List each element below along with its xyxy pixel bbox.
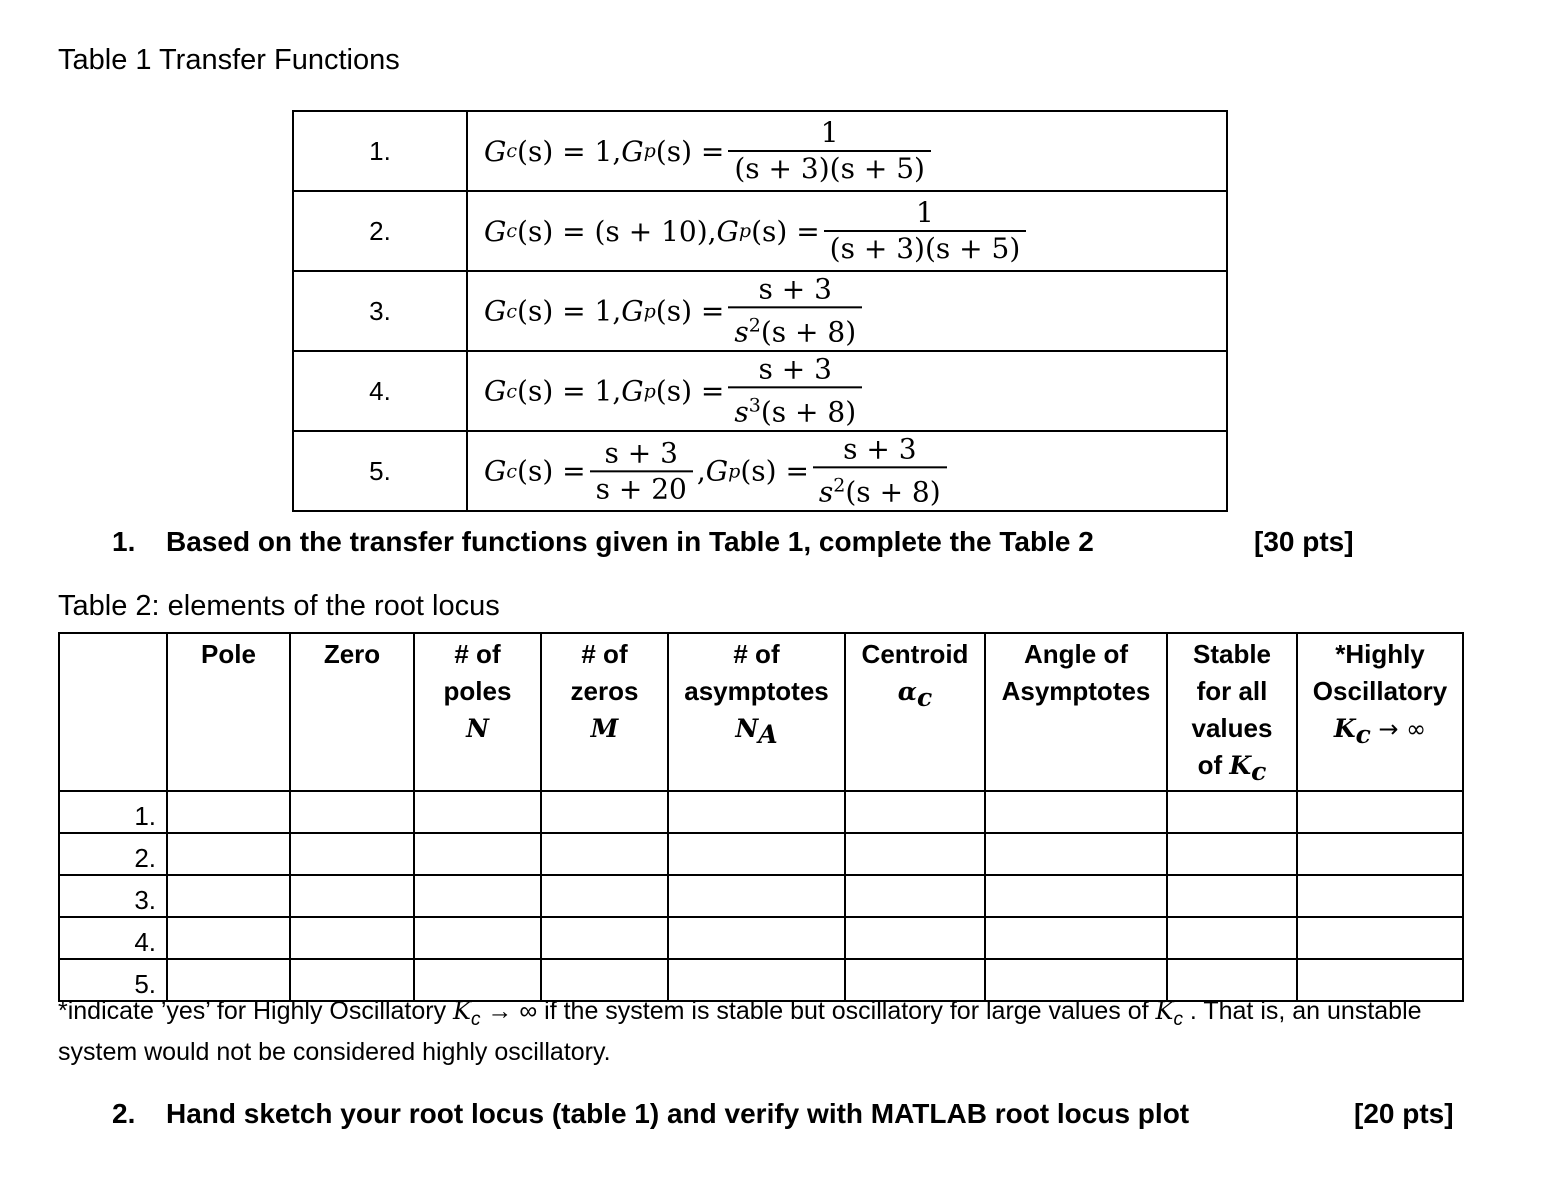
table2-title: Table 2: elements of the root locus [58, 590, 500, 622]
question-2-text: Hand sketch your root locus (table 1) and verify with MATLAB root locus plot [166, 1098, 1190, 1129]
cell-centroid[interactable] [845, 791, 985, 833]
header-num-asymptotes: # of asymptotes $N_A$ [668, 633, 845, 791]
row-number: 4. [59, 917, 167, 959]
cell-num-asymptotes[interactable] [668, 917, 845, 959]
header-blank [59, 633, 167, 791]
cell-oscillatory[interactable] [1297, 791, 1463, 833]
equation: G c (s) = (s + 10), G p (s) = $\frac{1}{(s + 3)(s + 5)}$ [484, 196, 1030, 266]
row-number: 5. [59, 959, 167, 1001]
cell-pole[interactable] [167, 833, 290, 875]
row-number: 3. [59, 875, 167, 917]
cell-angle[interactable] [985, 791, 1167, 833]
row-number: 2. [59, 833, 167, 875]
fraction: $\frac{s + 3}{s^2(s + 8)}$ [813, 432, 947, 509]
table-row [293, 271, 1227, 351]
cell-angle[interactable] [985, 833, 1167, 875]
table-row [293, 191, 1227, 271]
row-number: 1. [59, 791, 167, 833]
table-row [59, 875, 1463, 917]
cell-centroid[interactable] [845, 875, 985, 917]
cell-num-zeros[interactable] [541, 875, 668, 917]
cell-stable[interactable] [1167, 875, 1297, 917]
row-number: 3. [293, 271, 467, 351]
footnote: *indicate ’yes’ for Highly Oscillatory $K_c$ → ∞ if the system is stable but oscillatory for large values of $K_c$ . That is, an unstable system would not be considered highly oscillatory. [58, 997, 1422, 1066]
question-1-points: [30 pts] [1254, 526, 1354, 557]
table-row [59, 917, 1463, 959]
cell-pole[interactable] [167, 917, 290, 959]
transfer-function-cell [467, 191, 1227, 271]
table1-title: Table 1 Transfer Functions [58, 44, 400, 76]
header-stable: Stable for all values of $K_c$ [1167, 633, 1297, 791]
table-row [59, 791, 1463, 833]
cell-oscillatory[interactable] [1297, 917, 1463, 959]
table-row [59, 833, 1463, 875]
fraction: $\frac{s + 3}{s^2(s + 8)}$ [728, 272, 862, 349]
cell-angle[interactable] [985, 875, 1167, 917]
row-number: 1. [293, 111, 467, 191]
cell-num-zeros[interactable] [541, 833, 668, 875]
question-1-number: 1. [112, 526, 136, 557]
cell-zero[interactable] [290, 791, 414, 833]
transfer-function-cell [467, 271, 1227, 351]
equation: G c (s) = 1, G p (s) = $\frac{s + 3}{s^3(s + 8)}$ [484, 352, 866, 429]
question-2-number: 2. [112, 1098, 136, 1129]
header-highly-oscillatory: *Highly Oscillatory $K_c$ → ∞ [1297, 633, 1463, 791]
cell-num-asymptotes[interactable] [668, 791, 845, 833]
row-number: 4. [293, 351, 467, 431]
transfer-function-cell [467, 111, 1227, 191]
fraction: $\frac{1}{(s + 3)(s + 5)}$ [728, 116, 931, 186]
cell-num-poles[interactable] [414, 833, 541, 875]
row-number: 5. [293, 431, 467, 511]
cell-num-poles[interactable] [414, 791, 541, 833]
table-row [293, 431, 1227, 511]
header-pole: Pole [167, 633, 290, 791]
cell-oscillatory[interactable] [1297, 875, 1463, 917]
cell-num-zeros[interactable] [541, 917, 668, 959]
row-number: 2. [293, 191, 467, 271]
cell-num-asymptotes[interactable] [668, 875, 845, 917]
cell-zero[interactable] [290, 833, 414, 875]
cell-stable[interactable] [1167, 833, 1297, 875]
equation: G c (s) = 1, G p (s) = $\frac{1}{(s + 3)(s + 5)}$ [484, 116, 935, 186]
cell-pole[interactable] [167, 791, 290, 833]
equation: G c (s) = $\frac{s + 3}{s + 20}$ , G p (s) = $\frac{s + 3}{s^2(s + 8)}$ [484, 432, 951, 509]
transfer-function-cell [467, 431, 1227, 511]
fraction: $\frac{s + 3}{s + 20}$ [590, 436, 693, 506]
cell-pole[interactable] [167, 875, 290, 917]
fraction: $\frac{1}{(s + 3)(s + 5)}$ [824, 196, 1027, 266]
cell-centroid[interactable] [845, 833, 985, 875]
table-row [293, 351, 1227, 431]
cell-num-poles[interactable] [414, 875, 541, 917]
cell-zero[interactable] [290, 875, 414, 917]
cell-num-zeros[interactable] [541, 791, 668, 833]
table-row [293, 111, 1227, 191]
header-angle-of-asymptotes: Angle of Asymptotes [985, 633, 1167, 791]
transfer-function-cell [467, 351, 1227, 431]
header-num-zeros: # of zeros M [541, 633, 668, 791]
transfer-functions-table [292, 110, 1228, 512]
cell-stable[interactable] [1167, 917, 1297, 959]
cell-oscillatory[interactable] [1297, 833, 1463, 875]
cell-zero[interactable] [290, 917, 414, 959]
question-2-points: [20 pts] [1354, 1098, 1454, 1129]
table-header-row [59, 633, 1463, 791]
header-centroid: Centroid $\alpha_c$ [845, 633, 985, 791]
header-zero: Zero [290, 633, 414, 791]
fraction: $\frac{s + 3}{s^3(s + 8)}$ [728, 352, 862, 429]
cell-stable[interactable] [1167, 791, 1297, 833]
cell-num-poles[interactable] [414, 917, 541, 959]
cell-num-asymptotes[interactable] [668, 833, 845, 875]
header-num-poles: # of poles N [414, 633, 541, 791]
cell-angle[interactable] [985, 917, 1167, 959]
root-locus-table [58, 632, 1464, 1002]
question-1-text: Based on the transfer functions given in Table 1, complete the Table 2 [166, 526, 1094, 557]
equation: G c (s) = 1, G p (s) = $\frac{s + 3}{s^2(s + 8)}$ [484, 272, 866, 349]
cell-centroid[interactable] [845, 917, 985, 959]
